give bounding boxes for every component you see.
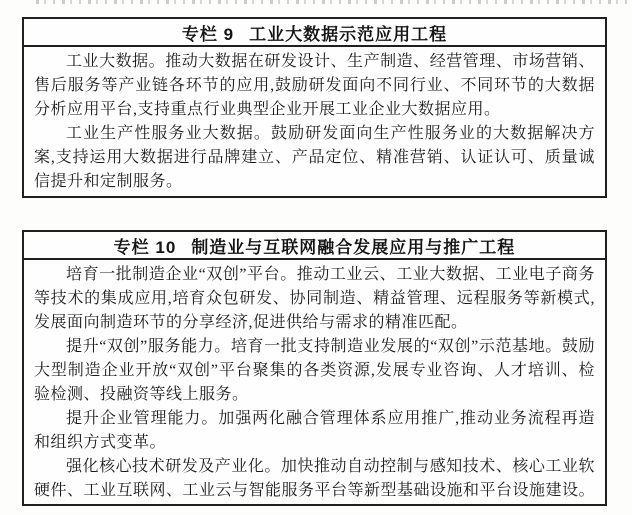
column-box-10-title-text: 制造业与互联网融合发展应用与推广工程 [191, 237, 516, 257]
paragraph: 强化核心技术研发及产业化。加快推动自动控制与感知技术、核心工业软硬件、工业互联网、工业云与智能服务平台等新型基础设施和平台设施建设。 [34, 458, 596, 499]
paragraph: 培育一批制造企业“双创”平台。推动工业云、工业大数据、工业电子商务等技术的集成应用,培育众包研发、协同制造、精益管理、远程服务等新模式,发展面向制造环节的分享经济,促进供给与需求的精准匹配。 [34, 266, 595, 331]
column-box-9 [22, 17, 607, 198]
column-box-9-title-label: 专栏 9 [181, 24, 235, 44]
paragraph: 提升企业管理能力。加强两化融合管理体系应用推广,推动业务流程再造和组织方式变革。 [34, 410, 595, 451]
paragraph: 工业生产性服务业大数据。鼓励研发面向生产性服务业的大数据解决方案,支持运用大数据进行品牌建立、产品定位、精准营销、认证认可、质量诚信提升和定制服务。 [34, 125, 595, 190]
paragraph: 提升“双创”服务能力。培育一批支持制造业发展的“双创”示范基地。鼓励大型制造企业开放“双创”平台聚集的各类资源,发展专业咨询、人才培训、检验检测、投融资等线上服务。 [34, 338, 595, 403]
column-box-10 [22, 230, 607, 506]
column-box-9-title [24, 19, 605, 47]
paragraph: 工业大数据。推动大数据在研发设计、生产制造、经营管理、市场营销、售后服务等产业链各环节的应用,鼓励研发面向不同行业、不同环节的大数据分析应用平台,支持重点行业典型企业开展工业企业大数据应用。 [34, 53, 595, 118]
column-box-9-body [24, 47, 605, 194]
column-box-9-title-text: 工业大数据示范应用工程 [249, 24, 448, 44]
clipped-previous-text-line [36, 0, 628, 4]
column-box-10-title [24, 232, 605, 260]
column-box-10-title-label: 专栏 10 [113, 237, 177, 257]
column-box-10-body [24, 260, 605, 503]
